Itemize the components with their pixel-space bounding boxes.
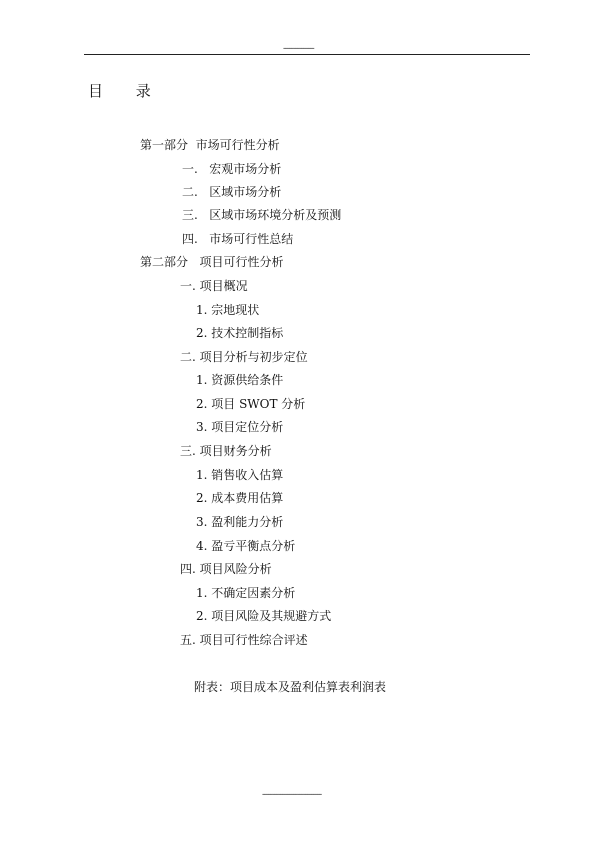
toc-item-2-2-2: 2. 项目 SWOT 分析 xyxy=(196,397,306,411)
toc-section-2-3: 三. 项目财务分析 xyxy=(180,444,272,458)
toc-part-1: 第一部分 市场可行性分析 xyxy=(140,138,280,152)
toc-section-1-1: 一. 宏观市场分析 xyxy=(182,162,282,176)
toc-section-1-4: 四. 市场可行性总结 xyxy=(182,232,294,246)
toc-section-2-2: 二. 项目分析与初步定位 xyxy=(180,350,308,364)
toc-section-2-5: 五. 项目可行性综合评述 xyxy=(180,633,308,647)
toc-section-2-1: 一. 项目概况 xyxy=(180,279,248,293)
footer-dashes: ----------------------------- xyxy=(262,790,322,800)
toc-item-2-1-2: 2. 技术控制指标 xyxy=(196,326,284,340)
toc-item-2-2-1: 1. 资源供给条件 xyxy=(196,373,284,387)
toc-appendix: 附表：项目成本及盈利估算表利润表 xyxy=(194,680,387,694)
toc-part-2: 第二部分 项目可行性分析 xyxy=(140,255,284,269)
toc-section-1-2: 二. 区域市场分析 xyxy=(182,185,282,199)
header-dashes: --------------- xyxy=(283,44,314,54)
toc-item-2-4-1: 1. 不确定因素分析 xyxy=(196,586,296,600)
toc-section-2-4: 四. 项目风险分析 xyxy=(180,562,272,576)
header-rule xyxy=(84,54,530,55)
toc-item-2-2-3: 3. 项目定位分析 xyxy=(196,420,284,434)
toc-title: 目 录 xyxy=(88,82,165,100)
toc-item-2-4-2: 2. 项目风险及其规避方式 xyxy=(196,609,332,623)
toc-section-1-3: 三. 区域市场环境分析及预测 xyxy=(182,208,342,222)
toc-item-2-3-2: 2. 成本费用估算 xyxy=(196,491,284,505)
toc-item-2-3-4: 4. 盈亏平衡点分析 xyxy=(196,539,296,553)
toc-item-2-3-1: 1. 销售收入估算 xyxy=(196,468,284,482)
toc-item-2-1-1: 1. 宗地现状 xyxy=(196,303,260,317)
toc-item-2-3-3: 3. 盈利能力分析 xyxy=(196,515,284,529)
